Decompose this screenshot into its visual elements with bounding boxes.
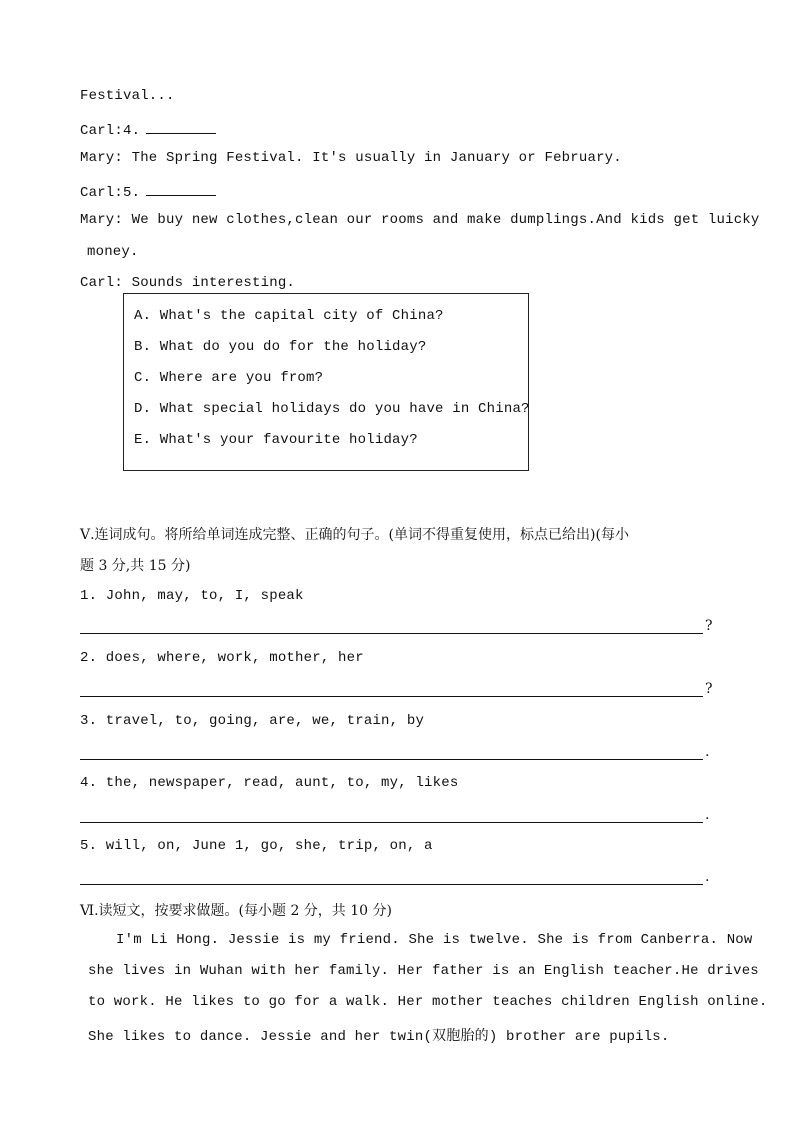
dialogue-carl-5: [80, 181, 216, 201]
section-5-item-2-prompt: 2. does, where, work, mother, her: [80, 650, 364, 666]
dialogue-mary-5-part1: Mary: We buy new clothes,clean our rooms and make dumplings.And kids get luicky: [80, 212, 760, 228]
option-c: C. Where are you from?: [134, 370, 324, 386]
section-5-item-1-prompt: 1. John, may, to, I, speak: [80, 588, 304, 604]
section-5-item-4-prompt: 4. the, newspaper, read, aunt, to, my, likes: [80, 775, 459, 791]
answer-line-5[interactable]: [80, 884, 703, 885]
dialogue-carl-5-label: Carl:5.: [80, 185, 141, 201]
dialogue-mary-5-part2: money.: [87, 244, 139, 260]
section-6-heading: Ⅵ.读短文，按要求做题。(每小题 2 分，共 10 分): [80, 903, 392, 919]
section-5-item-5-prompt: 5. will, on, June 1, go, she, trip, on, a: [80, 838, 433, 854]
end-mark-3: .: [705, 744, 710, 760]
section-5-item-3-prompt: 3. travel, to, going, are, we, train, by: [80, 713, 425, 729]
dialogue-carl-end: Carl: Sounds interesting.: [80, 275, 296, 291]
answer-line-3[interactable]: [80, 759, 703, 760]
answer-blank-5[interactable]: [146, 181, 216, 196]
passage-line-3: to work. He likes to go for a walk. Her mother teaches children English online.: [88, 994, 768, 1010]
answer-line-1[interactable]: [80, 633, 703, 634]
end-mark-1: ?: [705, 618, 713, 634]
passage-line-4: She likes to dance. Jessie and her twin(双胞胎的) brother are pupils.: [88, 1029, 670, 1045]
option-a: A. What's the capital city of China?: [134, 308, 444, 324]
option-d: D. What special holidays do you have in China?: [134, 401, 530, 417]
dialogue-carl-4: [80, 119, 216, 139]
answer-line-4[interactable]: [80, 822, 703, 823]
dialogue-line-festival: Festival...: [80, 88, 175, 104]
answer-line-2[interactable]: [80, 696, 703, 697]
passage-line-1: I'm Li Hong. Jessie is my friend. She is twelve. She is from Canberra. Now: [116, 932, 753, 948]
end-mark-4: .: [705, 807, 710, 823]
end-mark-5: .: [705, 869, 710, 885]
answer-blank-4[interactable]: [146, 119, 216, 134]
section-5-heading-cont: 题 3 分,共 15 分): [80, 558, 191, 574]
options-box: [123, 293, 529, 471]
dialogue-mary-4: Mary: The Spring Festival. It's usually in January or February.: [80, 150, 622, 166]
dialogue-carl-4-label: Carl:4.: [80, 123, 141, 139]
option-e: E. What's your favourite holiday?: [134, 432, 418, 448]
passage-line-2: she lives in Wuhan with her family. Her father is an English teacher.He drives: [88, 963, 759, 979]
end-mark-2: ?: [705, 681, 713, 697]
section-5-heading: Ⅴ.连词成句。将所给单词连成完整、正确的句子。(单词不得重复使用，标点已给出)(每小: [80, 527, 629, 543]
option-b: B. What do you do for the holiday?: [134, 339, 427, 355]
